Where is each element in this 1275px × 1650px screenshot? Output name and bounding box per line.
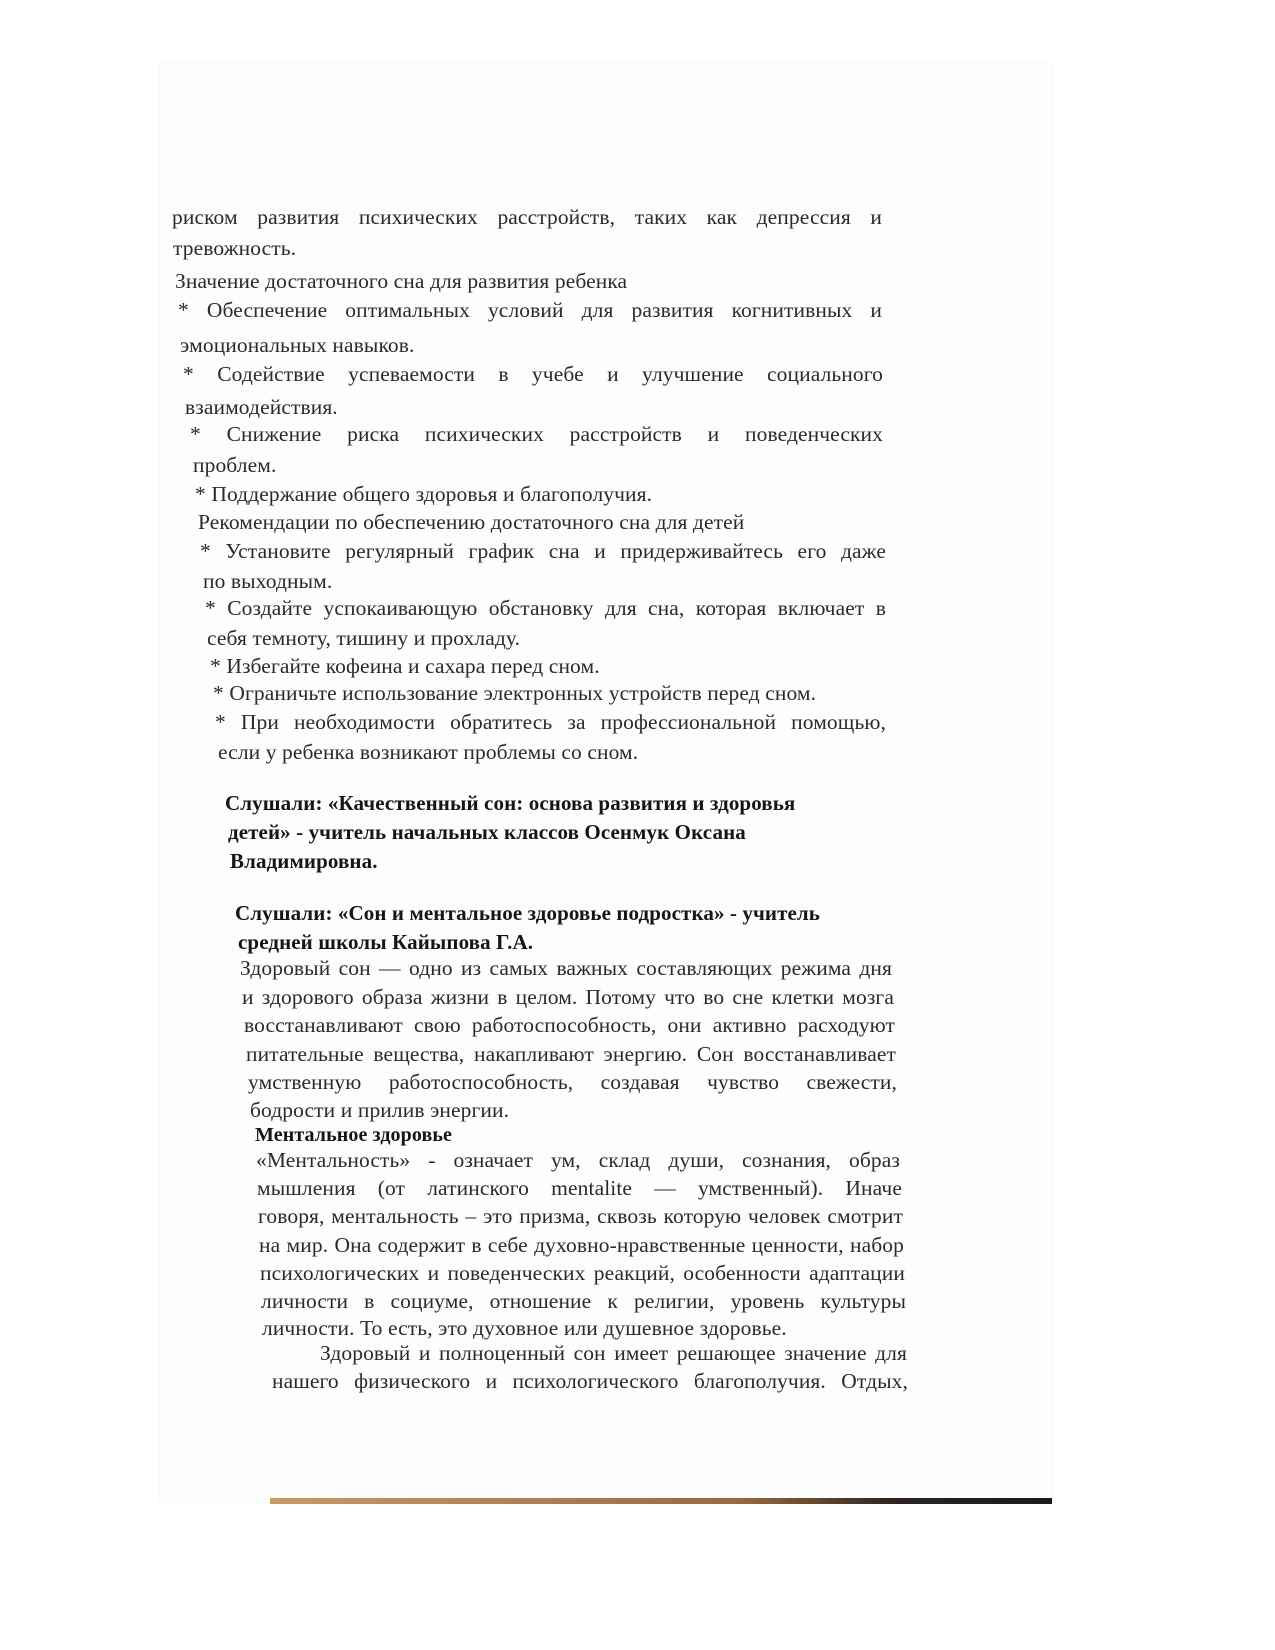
text-line: нашего физического и психологического благополучия. Отдых, (272, 1369, 908, 1393)
text-line: «Ментальность» - означает ум, склад души, сознания, образ (256, 1148, 900, 1172)
text-line: восстанавливают свою работоспособность, они активно расходуют (244, 1013, 895, 1037)
text-line: по выходным. (203, 569, 333, 593)
list-item: * Обеспечение оптимальных условий для развития когнитивных и (178, 298, 882, 322)
page-bottom-edge (270, 1498, 1052, 1504)
text-line: себя темноту, тишину и прохладу. (207, 626, 521, 650)
text-line: Здоровый и полноценный сон имеет решающее значение для (320, 1341, 907, 1365)
text-line: тревожность. (173, 236, 297, 260)
subheading: Ментальное здоровье (255, 1124, 453, 1146)
text-line: эмоциональных навыков. (180, 333, 415, 357)
text-line: Здоровый сон — одно из самых важных составляющих режима дня (240, 956, 892, 980)
section-title: Рекомендации по обеспечению достаточного сна для детей (198, 510, 745, 534)
text-line: проблем. (193, 453, 277, 477)
heading-line: Владимировна. (230, 849, 378, 873)
list-item: * Установите регулярный график сна и придерживайтесь его даже (200, 539, 886, 563)
text-line: психологических и поведенческих реакций, особенности адаптации (260, 1261, 905, 1285)
text-line: личности в социуме, отношение к религии, уровень культуры (261, 1289, 906, 1313)
list-item: * Содействие успеваемости в учебе и улучшение социального (183, 362, 883, 386)
heading-line: детей» - учитель начальных классов Осенмук Оксана (228, 820, 746, 844)
text-line: на мир. Она содержит в себе духовно-нравственные ценности, набор (259, 1233, 904, 1257)
list-item: * При необходимости обратитесь за профессиональной помощью, (215, 710, 886, 734)
text-line: риском развития психических расстройств, таких как депрессия и (172, 205, 882, 229)
text-line: говоря, ментальность – это призма, сквозь которую человек смотрит (258, 1204, 903, 1228)
list-item: * Снижение риска психических расстройств и поведенческих (190, 422, 883, 446)
text-line: личности. То есть, это духовное или душевное здоровье. (262, 1316, 787, 1340)
text-line: если у ребенка возникают проблемы со сном. (218, 740, 639, 764)
text-line: мышления (от латинского mentalite — умственный). Иначе (257, 1176, 902, 1200)
heading-line: Слушали: «Качественный сон: основа развития и здоровья (225, 791, 796, 815)
heading-line: Слушали: «Сон и ментальное здоровье подростка» - учитель (235, 901, 821, 925)
text-line: взаимодействия. (185, 395, 338, 419)
list-item: * Создайте успокаивающую обстановку для сна, которая включает в (205, 596, 886, 620)
heading-line: средней школы Кайыпова Г.А. (238, 930, 534, 954)
list-item: * Избегайте кофеина и сахара перед сном. (210, 654, 600, 678)
text-line: бодрости и прилив энергии. (250, 1098, 510, 1122)
list-item: * Поддержание общего здоровья и благополучия. (195, 482, 653, 506)
text-line: питательные вещества, накапливают энергию. Сон восстанавливает (246, 1042, 896, 1066)
text-line: умственную работоспособность, создавая чувство свежести, (248, 1070, 897, 1094)
list-item: * Ограничьте использование электронных устройств перед сном. (213, 681, 817, 705)
section-title: Значение достаточного сна для развития ребенка (175, 269, 628, 293)
text-line: и здорового образа жизни в целом. Потому что во сне клетки мозга (242, 985, 894, 1009)
